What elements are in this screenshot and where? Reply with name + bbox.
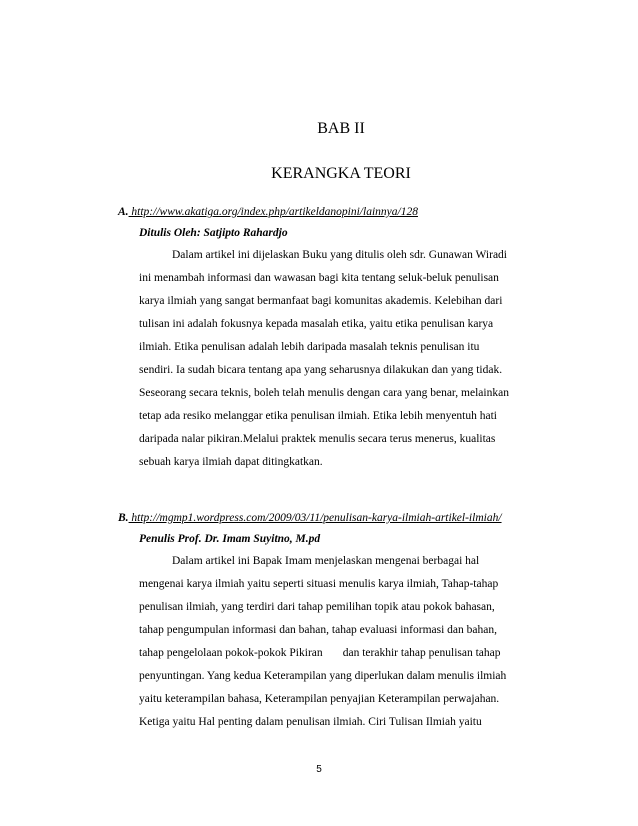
section-b-url[interactable]: http://mgmp1.wordpress.com/2009/03/11/penulisan-karya-ilmiah-artikel-ilmiah/ [128,512,502,524]
section-a-line: Seseorang secara teknis, boleh telah menulis dengan cara yang benar, melainkan [139,387,509,399]
chapter-title: KERANGKA TEORI [271,165,411,182]
section-b-line: yaitu keterampilan bahasa, Keterampilan penyajian Keterampilan perwajahan. [139,693,500,705]
section-b-letter: B. [118,512,129,524]
section-a-line: ini menambah informasi dan wawasan bagi kita tentang seluk-beluk penulisan [139,272,499,284]
section-a-line: daripada nalar pikiran.Melalui praktek menulis secara terus menerus, kualitas [139,433,496,445]
section-b-heading [118,512,502,524]
page-number: 5 [316,764,322,775]
section-a-letter: A. [118,206,129,218]
section-a-url[interactable]: http://www.akatiga.org/index.php/artikeldanopini/lainnya/128 [128,206,418,218]
section-a-line: Dalam artikel ini dijelaskan Buku yang ditulis oleh sdr. Gunawan Wiradi [172,249,507,261]
section-a-line: ilmiah. Etika penulisan adalah lebih daripada masalah teknis penulisan itu [139,341,480,353]
section-a-heading [118,206,418,218]
section-b-line: tahap pengumpulan informasi dan bahan, tahap evaluasi informasi dan bahan, [139,624,497,636]
section-b-line: penulisan ilmiah, yang terdiri dari tahap pemilihan topik atau pokok bahasan, [139,601,495,613]
section-a-line: tulisan ini adalah fokusnya kepada masalah etika, yaitu etika penulisan karya [139,318,494,330]
section-b-line: Dalam artikel ini Bapak Imam menjelaskan mengenai berbagai hal [172,555,480,567]
section-a-line: sebuah karya ilmiah dapat ditingkatkan. [139,456,323,468]
section-a-line: sendiri. Ia sudah bicara tentang apa yang seharusnya dilakukan dan yang tidak. [139,364,503,376]
section-b-line: penyuntingan. Yang kedua Keterampilan yang diperlukan dalam menulis ilmiah [139,670,507,682]
chapter-number: BAB II [317,120,365,137]
section-a-author: Ditulis Oleh: Satjipto Rahardjo [139,227,288,239]
section-b-author: Penulis Prof. Dr. Imam Suyitno, M.pd [139,533,321,545]
section-b-line: Ketiga yaitu Hal penting dalam penulisan ilmiah. Ciri Tulisan Ilmiah yaitu [139,716,482,728]
section-a-line: tetap ada resiko melanggar etika penulisan ilmiah. Etika lebih menyentuh hati [139,410,497,422]
section-a-line: karya ilmiah yang sangat bermanfaat bagi komunitas akademis. Kelebihan dari [139,295,503,307]
section-b-line: tahap pengelolaan pokok-pokok Pikiran dan terakhir tahap penulisan tahap [139,647,501,659]
section-b-line: mengenai karya ilmiah yaitu seperti situasi menulis karya ilmiah, Tahap-tahap [139,578,499,590]
